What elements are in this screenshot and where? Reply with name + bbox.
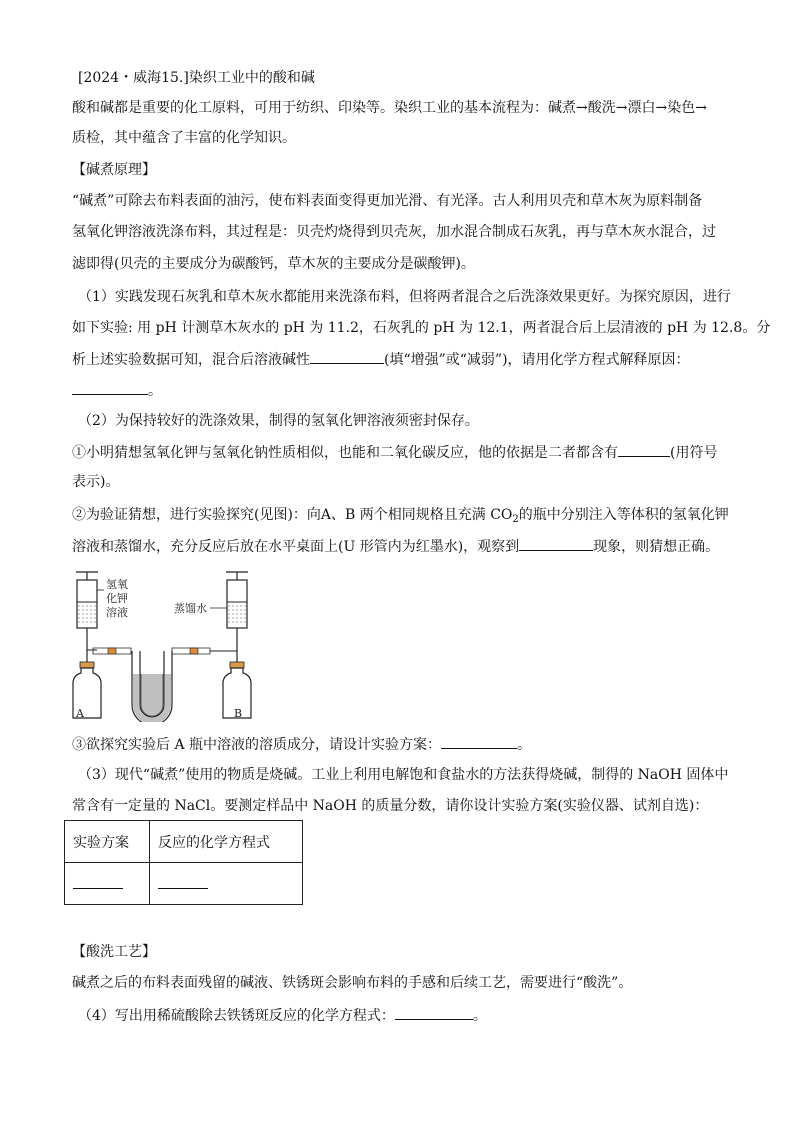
question-source: [2024・威海15.]染织工业中的酸和碱 bbox=[78, 70, 315, 86]
answer-blank-alkalinity[interactable] bbox=[310, 349, 384, 364]
label-koh-line-2: 化钾 bbox=[106, 592, 128, 605]
answer-blank-equation-3[interactable] bbox=[395, 1005, 473, 1020]
question-2-1-line-1 bbox=[72, 442, 732, 463]
question-2-2-text-a: ②为验证猜想，进行实验探究(见图)：向A、B 两个相同规格且充满 CO bbox=[72, 507, 513, 523]
question-1-end: 。 bbox=[148, 383, 162, 399]
answer-blank-equation-1[interactable] bbox=[72, 380, 148, 395]
paragraph-2: 碱煮之后的布料表面残留的碱液、铁锈斑会影响布料的手感和后续工艺，需要进行“酸洗”。 bbox=[72, 975, 633, 991]
question-1-line-1: （1）实践发现石灰乳和草木灰水都能用来洗涤布料，但将两者混合之后洗涤效果更好。为探究原因，进行 bbox=[78, 289, 731, 305]
syringe-b bbox=[210, 572, 248, 664]
question-3-line-2: 常含有一定量的 NaCl。要测定样品中 NaOH 的质量分数，请你设计实验方案(实验仪器、试剂自选)： bbox=[72, 798, 709, 814]
paragraph-1-line-1: “碱煮”可除去布料表面的油污，使布料表面变得更加光滑、有光泽。古人利用贝壳和草木灰为原料制备 bbox=[72, 193, 703, 209]
label-distilled-water: 蒸馏水 bbox=[174, 602, 207, 615]
question-2-line: （2）为保持较好的洗涤效果，制得的氢氧化钾溶液须密封保存。 bbox=[78, 413, 479, 429]
question-2-2-line-1 bbox=[72, 505, 732, 530]
section-heading-alkali-boiling: 【碱煮原理】 bbox=[72, 162, 156, 178]
question-2-2-text-d: 现象，则猜想正确。 bbox=[593, 539, 720, 555]
apparatus-diagram bbox=[60, 566, 270, 722]
question-2-1-text-b: (用符号 bbox=[670, 445, 718, 461]
label-koh-line-1: 氢氧 bbox=[106, 578, 128, 591]
question-1-line-3 bbox=[72, 349, 732, 370]
section-heading-acid-washing: 【酸洗工艺】 bbox=[72, 944, 156, 960]
question-4-text: （4）写出用稀硫酸除去铁锈斑反应的化学方程式： bbox=[78, 1008, 395, 1024]
paragraph-1-line-2: 氢氧化钾溶液洗涤布料，其过程是：贝壳灼烧得到贝壳灰，加水混合制成石灰乳，再与草木灰水混合，过 bbox=[72, 224, 716, 240]
answer-blank-phenomenon[interactable] bbox=[519, 536, 593, 551]
question-2-3-end: 。 bbox=[517, 737, 532, 753]
question-2-2-text-b: 的瓶中分别注入等体积的氢氧化钾 bbox=[518, 507, 729, 523]
co2-subscript: 2 bbox=[512, 514, 519, 525]
table-header-equation: 反应的化学方程式 bbox=[150, 821, 303, 863]
question-4-end: 。 bbox=[472, 1008, 487, 1024]
question-2-1-line-2: 表示)。 bbox=[72, 474, 120, 490]
answer-table bbox=[64, 820, 303, 905]
question-2-2-line-2 bbox=[72, 536, 732, 557]
table-row bbox=[65, 863, 303, 905]
u-tube bbox=[132, 651, 172, 722]
intro-line-2: 质检，其中蕴含了丰富的化学知识。 bbox=[72, 130, 296, 146]
question-1-text-a: 析上述实验数据可知，混合后溶液碱性 bbox=[72, 352, 310, 368]
answer-blank-plan[interactable] bbox=[73, 874, 123, 889]
answer-blank-equation-2[interactable] bbox=[158, 874, 208, 889]
table-cell-equation bbox=[150, 863, 303, 905]
question-2-3-text: ③欲探究实验后 A 瓶中溶液的溶质成分，请设计实验方案： bbox=[72, 737, 442, 753]
answer-blank-experiment-plan[interactable] bbox=[441, 734, 517, 749]
question-4-line bbox=[78, 1005, 738, 1026]
question-2-3-line bbox=[72, 734, 732, 755]
paragraph-1-line-3: 滤即得(贝壳的主要成分为碳酸钙，草木灰的主要成分是碳酸钾)。 bbox=[72, 256, 475, 272]
label-koh-line-3: 溶液 bbox=[106, 606, 128, 619]
table-header-row bbox=[65, 821, 303, 863]
intro-line-1: 酸和碱都是重要的化工原料，可用于纺织、印染等。染织工业的基本流程为：碱煮→酸洗→漂白→染色→ bbox=[72, 100, 707, 116]
question-2-1-text-a: ①小明猜想氢氧化钾与氢氧化钠性质相似，也能和二氧化碳反应，他的依据是二者都含有 bbox=[72, 445, 618, 461]
question-1-line-2: 如下实验: 用 pH 计测草木灰水的 pH 为 11.2，石灰乳的 pH 为 12.1，两者混合后上层清液的 pH 为 12.8。分 bbox=[72, 320, 771, 336]
answer-blank-ion-symbol[interactable] bbox=[618, 442, 670, 457]
question-3-line-1: （3）现代“碱煮”使用的物质是烧碱。工业上利用电解饱和食盐水的方法获得烧碱，制得的 NaOH 固体中 bbox=[78, 767, 729, 783]
label-bottle-b: B bbox=[234, 707, 243, 720]
question-1-line-4 bbox=[72, 380, 732, 401]
table-cell-plan bbox=[65, 863, 150, 905]
question-2-2-text-c: 溶液和蒸馏水，充分反应后放在水平桌面上(U 形管内为红墨水)，观察到 bbox=[72, 539, 520, 555]
question-1-text-b: (填“增强”或“减弱”)，请用化学方程式解释原因： bbox=[384, 352, 690, 368]
label-bottle-a: A bbox=[76, 707, 84, 720]
table-header-plan: 实验方案 bbox=[65, 821, 150, 863]
